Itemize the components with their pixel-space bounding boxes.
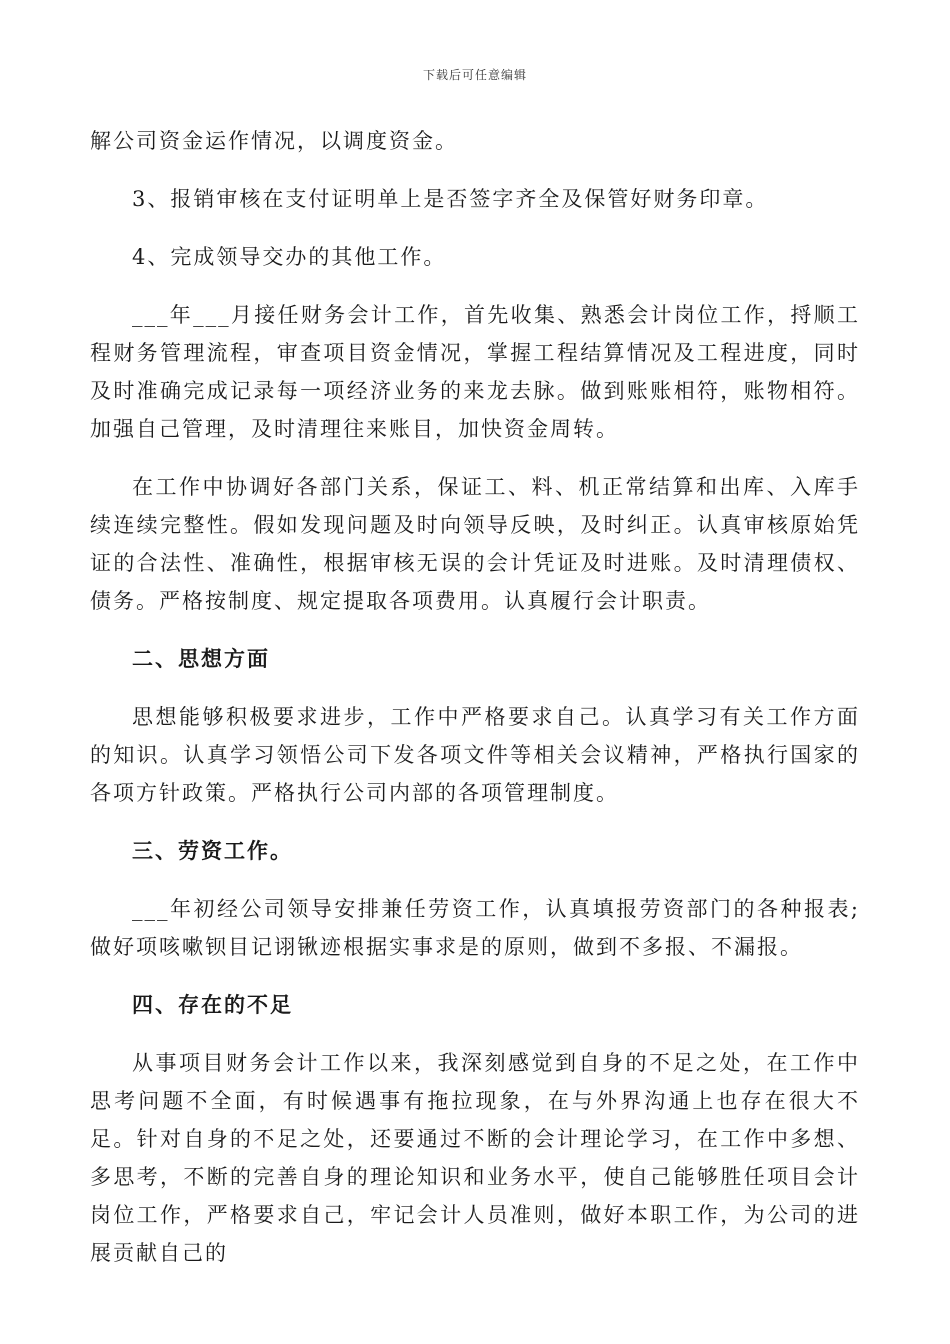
section-heading-labor: 三、劳资工作。 [132,838,293,863]
section-heading-shortcoming: 四、存在的不足 [132,992,293,1017]
labor-paragraph: ___年初经公司领导安排兼任劳资工作，认真填报劳资部门的各种报表;做好项咳嗽钡目记诩锹迹根据实事求是的原则，做到不多报、不漏报。 [90,897,860,959]
page-header-note: 下载后可任意编辑 [422,68,527,82]
shortcoming-paragraph: 从事项目财务会计工作以来，我深刻感觉到自身的不足之处，在工作中思考问题不全面，有时候遇事有拖拉现象，在与外界沟通上也存在很大不足。针对自身的不足之处，还要通过不断的会计理论学习，在工作中多想、多思考，不断的完善自身的理论知识和业务水平，使自己能够胜任项目会计岗位工作，严格要求自己，牢记会计人员准则，做好本职工作，为公司的进展贡献自己的 [90,1051,860,1265]
document-body [90,122,860,1272]
list-item-4: 4、完成领导交办的其他工作。 [132,245,447,269]
list-item-3: 3、报销审核在支付证明单上是否签字齐全及保管好财务印章。 [132,187,769,211]
section-heading-thought: 二、思想方面 [132,646,270,671]
takeover-paragraph: ___年___月接任财务会计工作，首先收集、熟悉会计岗位工作，捋顺工程财务管理流程，审查项目资金情况，掌握工程结算情况及工程进度，同时及时准确完成记录每一项经济业务的来龙去脉。做到账账相符，账物相符。加强自己管理，及时清理往来账目，加快资金周转。 [90,303,860,441]
coordination-paragraph: 在工作中协调好各部门关系，保证工、料、机正常结算和出库、入库手续连续完整性。假如发现问题及时向领导反映，及时纠正。认真审核原始凭证的合法性、准确性，根据审核无误的会计凭证及时进账。及时清理债权、债务。严格按制度、规定提取各项费用。认真履行会计职责。 [90,475,860,613]
thought-paragraph: 思想能够积极要求进步，工作中严格要求自己。认真学习有关工作方面的知识。认真学习领悟公司下发各项文件等相关会议精神，严格执行国家的各项方针政策。严格执行公司内部的各项管理制度。 [90,705,860,805]
continuation-paragraph: 解公司资金运作情况，以调度资金。 [90,129,458,153]
